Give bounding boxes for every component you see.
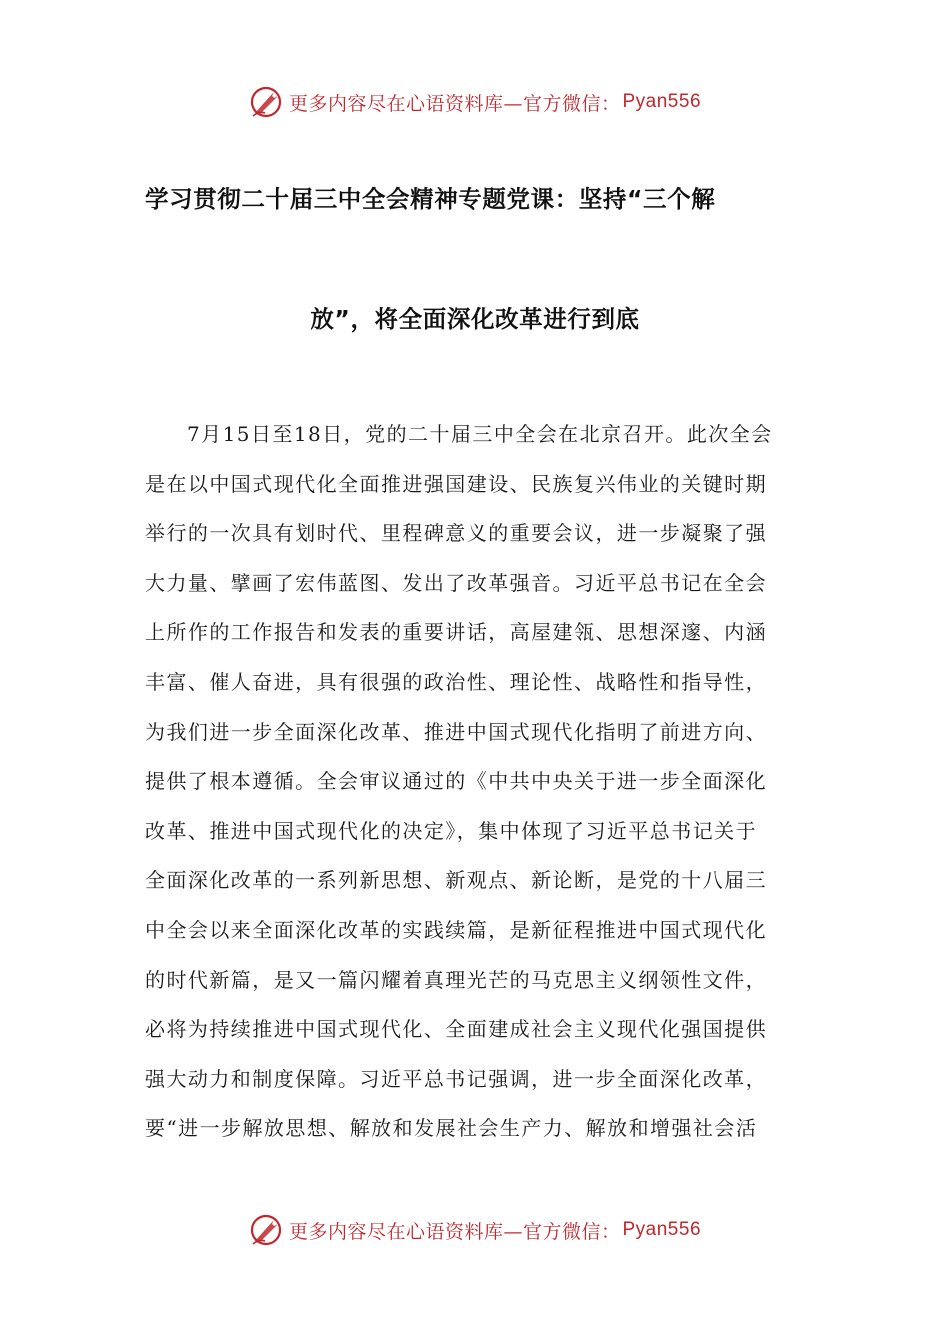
body-line: 是在以中国式现代化全面推进强国建设、民族复兴伟业的关键时期 — [145, 471, 768, 496]
footer-banner — [0, 1208, 950, 1252]
footer-banner-wechat-id: Pyan556 — [622, 1219, 702, 1240]
body-line: 的时代新篇，是又一篇闪耀着真理光芒的马克思主义纲领性文件， — [145, 967, 768, 992]
body-line: 丰富、催人奋进，具有很强的政治性、理论性、战略性和指导性， — [145, 669, 768, 694]
body-line: 强大动力和制度保障。习近平总书记强调，进一步全面深化改革， — [145, 1066, 768, 1091]
banner-text: 更多内容尽在心语资料库—官方微信： — [288, 92, 621, 115]
body-line: 中全会以来全面深化改革的实践续篇，是新征程推进中国式现代化 — [145, 917, 768, 942]
body-line: 提供了根本遵循。全会审议通过的《中共中央关于进一步全面深化 — [145, 769, 768, 794]
header-banner — [0, 80, 950, 124]
body-line: 全面深化改革的一系列新思想、新观点、新论断，是党的十八届三 — [145, 868, 768, 893]
body-line: 举行的一次具有划时代、里程碑意义的重要会议，进一步凝聚了强 — [145, 521, 768, 546]
body-paragraph — [145, 417, 805, 1161]
body-line: 为我们进一步全面深化改革、推进中国式现代化指明了前进方向、 — [145, 719, 768, 744]
footer-banner-text: 更多内容尽在心语资料库—官方微信： — [288, 1220, 621, 1243]
body-line: 上所作的工作报告和发表的重要讲话，高屋建瓴、思想深邃、内涵 — [145, 620, 768, 645]
document-title-line-1: 学习贯彻二十届三中全会精神专题党课：坚持“三个解 — [145, 185, 716, 213]
body-line: 要“进一步解放思想、解放和发展社会生产力、解放和增强社会活 — [145, 1116, 758, 1141]
banner-wechat-id: Pyan556 — [622, 91, 702, 112]
body-line: 大力量、擘画了宏伟蓝图、发出了改革强音。习近平总书记在全会 — [145, 570, 768, 595]
document-title-line-2: 放”，将全面深化改革进行到底 — [310, 305, 640, 333]
body-line: 必将为持续推进中国式现代化、全面建成社会主义现代化强国提供 — [145, 1017, 768, 1042]
pen-nib-logo-icon — [249, 1213, 283, 1247]
body-line: 7月15日至18日，党的二十届三中全会在北京召开。此次全会 — [187, 422, 773, 446]
body-line: 改革、推进中国式现代化的决定》，集中体现了习近平总书记关于 — [145, 818, 758, 843]
pen-nib-logo-icon — [249, 85, 283, 119]
